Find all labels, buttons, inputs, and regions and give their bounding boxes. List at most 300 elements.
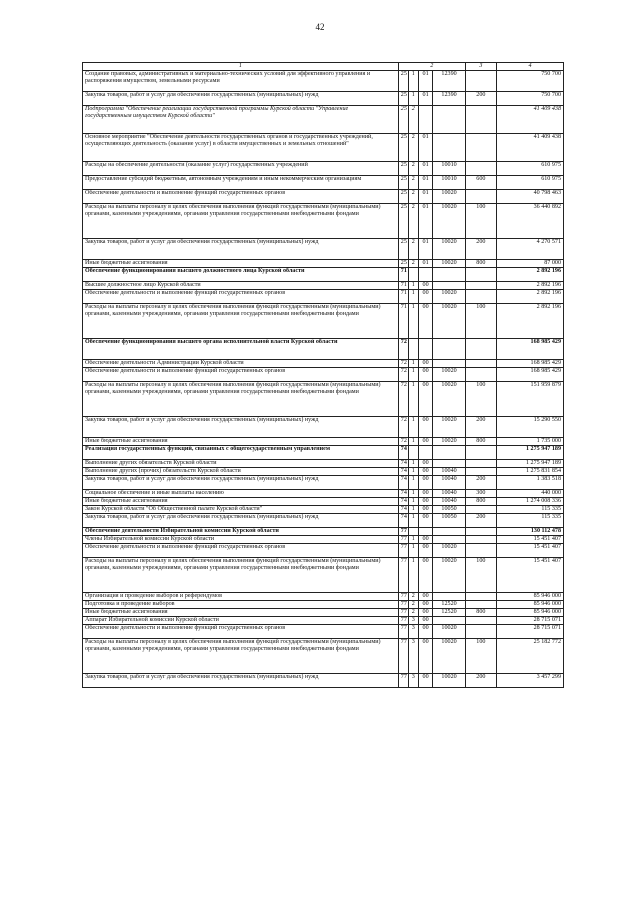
row-code-cell: 1 <box>408 438 418 446</box>
row-code-cell: 00 <box>418 282 433 290</box>
row-code-cell: 71 <box>398 290 408 304</box>
row-amount-cell: 36 440 892 <box>496 204 563 239</box>
row-code-cell: 25 <box>398 260 408 268</box>
row-code-cell: 1 <box>408 290 418 304</box>
row-code-cell: 2 <box>408 260 418 268</box>
table-row <box>83 92 564 106</box>
row-code-cell: 72 <box>398 339 408 360</box>
row-name-cell: Подготовка и проведение выборов <box>83 601 399 609</box>
row-code-cell <box>433 460 465 468</box>
row-code-cell: 200 <box>465 239 496 260</box>
row-name-cell: Расходы на выплаты персоналу в целях обеспечения выполнения функций государственными (муниципальными) органами, казенными учреждениями, органами управления государственными внебюджетными фондами <box>83 382 399 417</box>
row-code-cell: 00 <box>418 625 433 639</box>
row-amount-cell: 2 892 196 <box>496 282 563 290</box>
row-code-cell <box>433 282 465 290</box>
row-name-cell: Обеспечение деятельности и выполнение функций государственных органов <box>83 544 399 558</box>
row-code-cell <box>408 339 418 360</box>
row-name-cell: Закупка товаров, работ и услуг для обеспечения государственных (муниципальных) нужд <box>83 417 399 438</box>
row-code-cell: 2 <box>408 593 418 601</box>
row-name-cell: Создание правовых, административных и материально-технических условий для эффективного управления и распоряжения имуществом, земельными ресурсами <box>83 71 399 92</box>
row-code-cell <box>408 528 418 536</box>
row-code-cell: 77 <box>398 558 408 593</box>
row-amount-cell: 87 000 <box>496 260 563 268</box>
row-code-cell: 2 <box>408 162 418 176</box>
row-code-cell: 01 <box>418 204 433 239</box>
row-code-cell: 00 <box>418 617 433 625</box>
row-code-cell: 74 <box>398 468 408 476</box>
row-code-cell: 12520 <box>433 601 465 609</box>
row-amount-cell: 130 112 478 <box>496 528 563 536</box>
row-amount-cell: 85 946 000 <box>496 609 563 617</box>
row-code-cell: 1 <box>408 514 418 528</box>
row-code-cell: 01 <box>418 239 433 260</box>
row-code-cell: 2 <box>408 106 418 134</box>
table-row <box>83 360 564 368</box>
row-amount-cell: 41 409 438 <box>496 106 563 134</box>
row-code-cell <box>465 134 496 162</box>
row-code-cell: 12390 <box>433 92 465 106</box>
row-code-cell: 10020 <box>433 304 465 339</box>
row-code-cell: 72 <box>398 368 408 382</box>
row-code-cell: 00 <box>418 304 433 339</box>
row-code-cell: 1 <box>408 92 418 106</box>
row-code-cell: 10040 <box>433 476 465 490</box>
row-amount-cell: 15 451 407 <box>496 544 563 558</box>
row-code-cell <box>465 506 496 514</box>
row-code-cell: 10020 <box>433 190 465 204</box>
row-amount-cell: 85 946 000 <box>496 601 563 609</box>
row-code-cell: 25 <box>398 162 408 176</box>
header-col-4: 4 <box>496 63 563 71</box>
row-code-cell: 2 <box>408 134 418 162</box>
row-amount-cell: 151 959 879 <box>496 382 563 417</box>
row-code-cell <box>465 190 496 204</box>
row-code-cell: 01 <box>418 162 433 176</box>
row-code-cell: 1 <box>408 558 418 593</box>
row-code-cell: 00 <box>418 514 433 528</box>
row-code-cell <box>408 268 418 282</box>
row-code-cell: 72 <box>398 360 408 368</box>
row-code-cell <box>433 446 465 460</box>
row-name-cell: Закупка товаров, работ и услуг для обеспечения государственных (муниципальных) нужд <box>83 92 399 106</box>
row-code-cell: 2 <box>408 204 418 239</box>
table-row <box>83 176 564 190</box>
row-code-cell: 10050 <box>433 514 465 528</box>
row-code-cell: 1 <box>408 536 418 544</box>
row-code-cell: 10020 <box>433 239 465 260</box>
row-code-cell: 200 <box>465 674 496 688</box>
table-row <box>83 625 564 639</box>
table-row <box>83 290 564 304</box>
row-code-cell: 100 <box>465 204 496 239</box>
row-code-cell: 10020 <box>433 382 465 417</box>
row-code-cell <box>465 162 496 176</box>
row-code-cell <box>418 528 433 536</box>
row-code-cell: 71 <box>398 282 408 290</box>
row-amount-cell: 2 892 196 <box>496 304 563 339</box>
budget-table <box>82 62 564 688</box>
row-name-cell: Реализация государственных функций, связанных с общегосударственным управлением <box>83 446 399 460</box>
row-code-cell <box>465 625 496 639</box>
row-code-cell: 77 <box>398 674 408 688</box>
row-name-cell: Организация и проведение выборов и референдумов <box>83 593 399 601</box>
table-row <box>83 282 564 290</box>
row-code-cell: 00 <box>418 558 433 593</box>
row-code-cell: 00 <box>418 360 433 368</box>
row-code-cell <box>433 339 465 360</box>
row-code-cell: 77 <box>398 528 408 536</box>
row-code-cell: 25 <box>398 134 408 162</box>
row-code-cell: 00 <box>418 290 433 304</box>
table-row <box>83 617 564 625</box>
row-code-cell: 01 <box>418 260 433 268</box>
row-amount-cell: 440 000 <box>496 490 563 498</box>
table-row <box>83 468 564 476</box>
row-code-cell: 77 <box>398 617 408 625</box>
row-amount-cell: 85 946 000 <box>496 593 563 601</box>
row-code-cell: 10010 <box>433 176 465 190</box>
row-name-cell: Закупка товаров, работ и услуг для обеспечения государственных (муниципальных) нужд <box>83 239 399 260</box>
row-code-cell: 74 <box>398 498 408 506</box>
row-code-cell: 72 <box>398 382 408 417</box>
table-row <box>83 490 564 498</box>
row-code-cell <box>418 446 433 460</box>
table-row <box>83 528 564 536</box>
row-code-cell: 10020 <box>433 544 465 558</box>
table-row <box>83 239 564 260</box>
table-row <box>83 190 564 204</box>
row-code-cell: 1 <box>408 71 418 92</box>
table-header-row <box>83 63 564 71</box>
row-code-cell: 1 <box>408 382 418 417</box>
table-row <box>83 162 564 176</box>
table-row <box>83 558 564 593</box>
table-row <box>83 368 564 382</box>
row-name-cell: Обеспечение деятельности и выполнение функций государственных органов <box>83 625 399 639</box>
row-code-cell: 77 <box>398 593 408 601</box>
row-amount-cell: 1 275 947 189 <box>496 446 563 460</box>
row-amount-cell: 15 451 407 <box>496 558 563 593</box>
row-name-cell: Закупка товаров, работ и услуг для обеспечения государственных (муниципальных) нужд <box>83 674 399 688</box>
row-amount-cell: 168 985 429 <box>496 368 563 382</box>
row-name-cell: Обеспечение деятельности Избирательной комиссии Курской области <box>83 528 399 536</box>
row-code-cell: 10020 <box>433 260 465 268</box>
row-code-cell: 25 <box>398 190 408 204</box>
row-name-cell: Предоставление субсидий бюджетным, автономным учреждениям и иным некоммерческим организациям <box>83 176 399 190</box>
row-code-cell: 800 <box>465 498 496 506</box>
row-code-cell: 10020 <box>433 417 465 438</box>
row-amount-cell: 40 798 463 <box>496 190 563 204</box>
row-code-cell: 00 <box>418 417 433 438</box>
row-code-cell: 12390 <box>433 71 465 92</box>
table-row <box>83 268 564 282</box>
table-row <box>83 639 564 674</box>
row-code-cell: 2 <box>408 176 418 190</box>
row-amount-cell: 28 715 071 <box>496 617 563 625</box>
row-name-cell: Расходы на выплаты персоналу в целях обеспечения выполнения функций государственными (муниципальными) органами, казенными учреждениями, органами управления государственными внебюджетными фондами <box>83 204 399 239</box>
row-code-cell: 00 <box>418 438 433 446</box>
row-code-cell: 100 <box>465 639 496 674</box>
row-name-cell: Расходы на выплаты персоналу в целях обеспечения выполнения функций государственными (муниципальными) органами, казенными учреждениями, органами управления государственными внебюджетными фондами <box>83 639 399 674</box>
row-code-cell <box>433 528 465 536</box>
row-code-cell: 25 <box>398 239 408 260</box>
row-code-cell: 800 <box>465 438 496 446</box>
row-code-cell: 1 <box>408 468 418 476</box>
row-code-cell <box>433 360 465 368</box>
row-code-cell <box>465 368 496 382</box>
table-row <box>83 609 564 617</box>
row-code-cell: 77 <box>398 609 408 617</box>
row-code-cell <box>433 617 465 625</box>
row-code-cell: 2 <box>408 239 418 260</box>
row-code-cell: 74 <box>398 476 408 490</box>
row-name-cell: Аппарат Избирательной комиссии Курской области <box>83 617 399 625</box>
row-amount-cell: 610 975 <box>496 176 563 190</box>
row-code-cell: 25 <box>398 71 408 92</box>
row-name-cell: Расходы на выплаты персоналу в целях обеспечения выполнения функций государственными (муниципальными) органами, казенными учреждениями, органами управления государственными внебюджетными фондами <box>83 304 399 339</box>
row-code-cell: 00 <box>418 490 433 498</box>
row-code-cell <box>465 544 496 558</box>
row-code-cell: 00 <box>418 674 433 688</box>
row-code-cell: 77 <box>398 544 408 558</box>
row-code-cell: 00 <box>418 639 433 674</box>
row-amount-cell: 1 275 831 854 <box>496 468 563 476</box>
row-name-cell: Подпрограмма "Обеспечение реализации государственной программы Курской области "Управление государственным имуществом Курской области" <box>83 106 399 134</box>
row-code-cell <box>465 446 496 460</box>
row-code-cell: 1 <box>408 506 418 514</box>
row-code-cell: 77 <box>398 536 408 544</box>
row-code-cell: 1 <box>408 417 418 438</box>
row-code-cell: 1 <box>408 304 418 339</box>
row-code-cell: 2 <box>408 190 418 204</box>
row-code-cell: 71 <box>398 268 408 282</box>
row-code-cell: 2 <box>408 601 418 609</box>
row-code-cell <box>418 339 433 360</box>
table-row <box>83 506 564 514</box>
row-name-cell: Основное мероприятие "Обеспечение деятельности государственных органов и государственных учреждений, осуществляющих деятельность (оказание услуг) в области имущественных и земельных отношений" <box>83 134 399 162</box>
row-code-cell: 10020 <box>433 639 465 674</box>
row-code-cell: 74 <box>398 460 408 468</box>
row-code-cell: 1 <box>408 476 418 490</box>
row-code-cell: 10020 <box>433 368 465 382</box>
row-code-cell: 200 <box>465 476 496 490</box>
row-name-cell: Иные бюджетные ассигнования <box>83 438 399 446</box>
row-code-cell <box>465 536 496 544</box>
row-name-cell: Расходы на выплаты персоналу в целях обеспечения выполнения функций государственными (муниципальными) органами, казенными учреждениями, органами управления государственными внебюджетными фондами <box>83 558 399 593</box>
row-name-cell: Обеспечение деятельности и выполнение функций государственных органов <box>83 368 399 382</box>
table-row <box>83 536 564 544</box>
row-code-cell: 77 <box>398 601 408 609</box>
row-name-cell: Обеспечение деятельности и выполнение функций государственных органов <box>83 290 399 304</box>
header-col-1: 1 <box>83 63 399 71</box>
row-name-cell: Социальное обеспечение и иные выплаты населению <box>83 490 399 498</box>
row-name-cell: Члены Избирательной комиссии Курской области <box>83 536 399 544</box>
row-code-cell: 77 <box>398 639 408 674</box>
row-code-cell: 300 <box>465 490 496 498</box>
row-code-cell: 100 <box>465 304 496 339</box>
row-code-cell <box>465 601 496 609</box>
row-code-cell: 3 <box>408 639 418 674</box>
row-code-cell: 00 <box>418 544 433 558</box>
row-code-cell <box>465 460 496 468</box>
row-amount-cell: 4 270 571 <box>496 239 563 260</box>
row-code-cell <box>465 468 496 476</box>
row-code-cell: 10040 <box>433 490 465 498</box>
row-name-cell: Обеспечение функционирования высшего должностного лица Курской области <box>83 268 399 282</box>
row-name-cell: Иные бюджетные ассигнования <box>83 609 399 617</box>
row-code-cell: 00 <box>418 382 433 417</box>
row-code-cell <box>418 106 433 134</box>
row-code-cell: 77 <box>398 625 408 639</box>
row-code-cell: 10020 <box>433 438 465 446</box>
table-row <box>83 460 564 468</box>
row-amount-cell: 1 735 000 <box>496 438 563 446</box>
row-code-cell: 00 <box>418 601 433 609</box>
row-code-cell: 1 <box>408 460 418 468</box>
row-name-cell: Обеспечение деятельности и выполнение функций государственных органов <box>83 190 399 204</box>
row-code-cell: 100 <box>465 382 496 417</box>
row-amount-cell: 115 335 <box>496 506 563 514</box>
row-code-cell: 01 <box>418 134 433 162</box>
row-code-cell: 200 <box>465 92 496 106</box>
row-code-cell: 1 <box>408 360 418 368</box>
row-code-cell <box>465 282 496 290</box>
table-row <box>83 71 564 92</box>
row-name-cell: Высшее должностное лицо Курской области <box>83 282 399 290</box>
table-row <box>83 593 564 601</box>
table-row <box>83 304 564 339</box>
row-code-cell: 600 <box>465 176 496 190</box>
row-code-cell <box>465 106 496 134</box>
row-amount-cell: 41 409 438 <box>496 134 563 162</box>
row-amount-cell: 2 892 196 <box>496 268 563 282</box>
row-code-cell: 01 <box>418 71 433 92</box>
table-row <box>83 204 564 239</box>
row-amount-cell: 750 700 <box>496 92 563 106</box>
row-code-cell: 00 <box>418 460 433 468</box>
row-code-cell: 00 <box>418 468 433 476</box>
row-code-cell: 1 <box>408 368 418 382</box>
row-code-cell <box>465 339 496 360</box>
row-code-cell <box>433 268 465 282</box>
row-code-cell: 10020 <box>433 558 465 593</box>
row-code-cell <box>465 528 496 536</box>
row-code-cell: 00 <box>418 498 433 506</box>
row-code-cell <box>465 593 496 601</box>
row-amount-cell: 115 335 <box>496 514 563 528</box>
row-code-cell: 10010 <box>433 162 465 176</box>
table-row <box>83 106 564 134</box>
table-row <box>83 438 564 446</box>
row-name-cell: Иные бюджетные ассигнования <box>83 498 399 506</box>
table-row <box>83 544 564 558</box>
row-code-cell: 01 <box>418 190 433 204</box>
row-code-cell <box>408 446 418 460</box>
row-code-cell: 74 <box>398 446 408 460</box>
row-code-cell: 10040 <box>433 468 465 476</box>
row-code-cell <box>465 617 496 625</box>
header-col-3: 3 <box>465 63 496 71</box>
row-code-cell: 01 <box>418 176 433 190</box>
row-code-cell <box>433 134 465 162</box>
row-code-cell: 00 <box>418 368 433 382</box>
row-code-cell: 00 <box>418 536 433 544</box>
row-name-cell: Выполнение других обязательств Курской области <box>83 460 399 468</box>
row-code-cell: 25 <box>398 106 408 134</box>
row-code-cell: 72 <box>398 417 408 438</box>
row-code-cell: 00 <box>418 609 433 617</box>
row-code-cell <box>465 360 496 368</box>
table-row <box>83 476 564 490</box>
row-amount-cell: 2 892 196 <box>496 290 563 304</box>
row-code-cell: 800 <box>465 609 496 617</box>
row-amount-cell: 168 985 429 <box>496 339 563 360</box>
row-code-cell: 1 <box>408 490 418 498</box>
row-code-cell: 200 <box>465 514 496 528</box>
row-code-cell <box>433 106 465 134</box>
table-row <box>83 446 564 460</box>
row-amount-cell: 25 182 772 <box>496 639 563 674</box>
row-amount-cell: 15 451 407 <box>496 536 563 544</box>
row-code-cell <box>465 290 496 304</box>
table-row <box>83 498 564 506</box>
row-code-cell: 00 <box>418 506 433 514</box>
table-body <box>83 71 564 688</box>
row-code-cell: 10020 <box>433 204 465 239</box>
row-name-cell: Закупка товаров, работ и услуг для обеспечения государственных (муниципальных) нужд <box>83 514 399 528</box>
row-code-cell: 200 <box>465 417 496 438</box>
row-amount-cell: 610 975 <box>496 162 563 176</box>
table-row <box>83 134 564 162</box>
page-number: 42 <box>315 22 325 32</box>
row-code-cell: 10020 <box>433 625 465 639</box>
row-code-cell: 00 <box>418 593 433 601</box>
row-name-cell: Иные бюджетные ассигнования <box>83 260 399 268</box>
row-code-cell: 3 <box>408 674 418 688</box>
row-amount-cell: 15 290 550 <box>496 417 563 438</box>
row-code-cell <box>433 536 465 544</box>
row-code-cell: 3 <box>408 625 418 639</box>
table-row <box>83 260 564 268</box>
table-row <box>83 674 564 688</box>
row-name-cell: Обеспечение функционирования высшего органа исполнительной власти Курской области <box>83 339 399 360</box>
row-name-cell: Выполнение других (прочих) обязательств Курской области <box>83 468 399 476</box>
row-code-cell: 25 <box>398 204 408 239</box>
row-code-cell: 74 <box>398 490 408 498</box>
row-amount-cell: 750 700 <box>496 71 563 92</box>
row-code-cell: 1 <box>408 282 418 290</box>
row-code-cell: 1 <box>408 498 418 506</box>
row-amount-cell: 28 715 071 <box>496 625 563 639</box>
row-code-cell: 10020 <box>433 674 465 688</box>
row-amount-cell: 1 383 518 <box>496 476 563 490</box>
row-code-cell: 10020 <box>433 290 465 304</box>
row-name-cell: Расходы на обеспечение деятельности (оказание услуг) государственных учреждений <box>83 162 399 176</box>
row-code-cell: 1 <box>408 544 418 558</box>
row-name-cell: Обеспечение деятельности Администрации Курской области <box>83 360 399 368</box>
row-code-cell: 71 <box>398 304 408 339</box>
row-code-cell: 12520 <box>433 609 465 617</box>
row-code-cell: 800 <box>465 260 496 268</box>
row-amount-cell: 1 274 008 336 <box>496 498 563 506</box>
row-code-cell: 10040 <box>433 498 465 506</box>
row-amount-cell: 1 275 947 189 <box>496 460 563 468</box>
table-row <box>83 417 564 438</box>
row-code-cell: 10050 <box>433 506 465 514</box>
table-row <box>83 514 564 528</box>
row-code-cell: 00 <box>418 476 433 490</box>
row-code-cell <box>465 268 496 282</box>
